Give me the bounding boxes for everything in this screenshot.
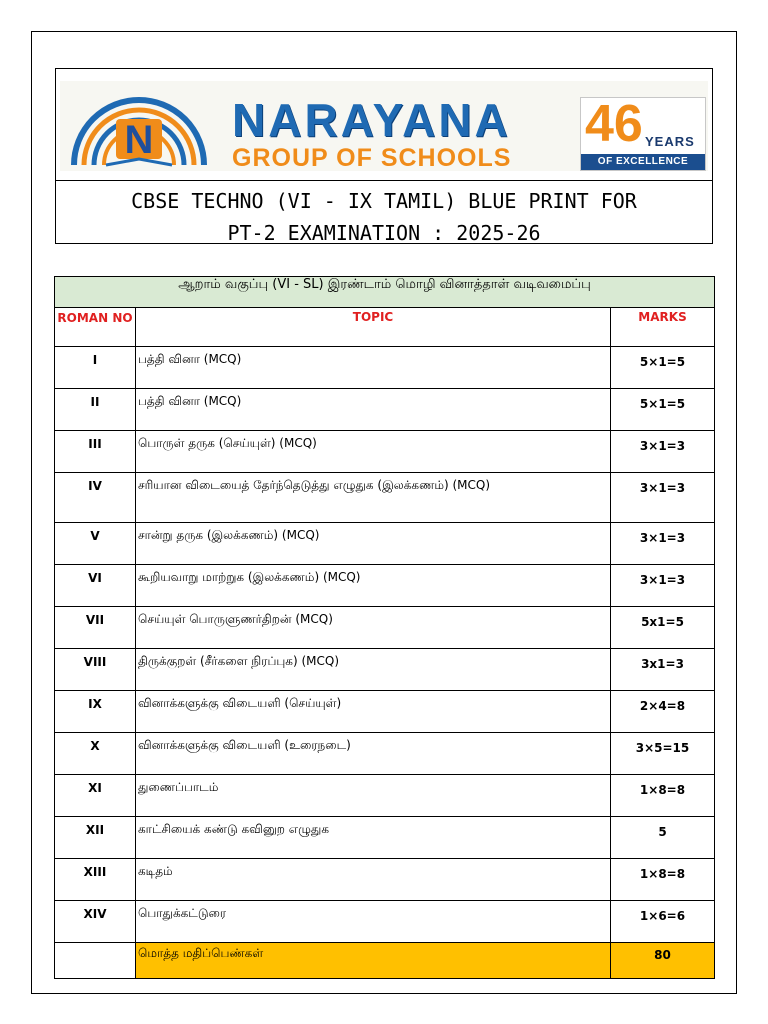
roman-cell: XIV xyxy=(55,901,136,943)
topic-cell: செய்யுள் பொருளுணர்திறன் (MCQ) xyxy=(136,607,611,649)
topic-cell: பத்தி வினா (MCQ) xyxy=(136,347,611,389)
topic-cell: காட்சியைக் கண்டு கவினுற எழுதுக xyxy=(136,817,611,859)
total-label: மொத்த மதிப்பெண்கள் xyxy=(136,943,611,979)
logo-banner xyxy=(56,69,712,181)
roman-cell: IX xyxy=(55,691,136,733)
marks-cell: 3×5=15 xyxy=(611,733,715,775)
roman-cell: III xyxy=(55,431,136,473)
total-marks: 80 xyxy=(611,943,715,979)
roman-cell: VI xyxy=(55,565,136,607)
document-title xyxy=(56,181,712,243)
table-row xyxy=(55,649,715,691)
marks-cell: 5x1=5 xyxy=(611,607,715,649)
topic-cell: கூறியவாறு மாற்றுக (இலக்கணம்) (MCQ) xyxy=(136,565,611,607)
years-tagline: OF EXCELLENCE xyxy=(581,154,705,170)
marks-cell: 1×8=8 xyxy=(611,775,715,817)
roman-cell: XII xyxy=(55,817,136,859)
topic-cell: பத்தி வினா (MCQ) xyxy=(136,389,611,431)
roman-cell: II xyxy=(55,389,136,431)
table-row xyxy=(55,859,715,901)
column-header-marks: MARKS xyxy=(611,308,715,347)
table-row xyxy=(55,691,715,733)
title-line-2: PT-2 EXAMINATION : 2025-26 xyxy=(227,221,541,245)
table-row xyxy=(55,733,715,775)
marks-cell: 3×1=3 xyxy=(611,565,715,607)
roman-cell: VIII xyxy=(55,649,136,691)
roman-cell: XIII xyxy=(55,859,136,901)
table-row xyxy=(55,347,715,389)
blueprint-table xyxy=(54,276,715,979)
roman-cell: I xyxy=(55,347,136,389)
table-row xyxy=(55,389,715,431)
marks-cell: 5×1=5 xyxy=(611,347,715,389)
marks-cell: 1×8=8 xyxy=(611,859,715,901)
table-row xyxy=(55,607,715,649)
table-row xyxy=(55,775,715,817)
narayana-emblem-icon xyxy=(64,81,214,171)
table-row xyxy=(55,565,715,607)
total-empty-cell xyxy=(55,943,136,979)
table-heading: ஆறாம் வகுப்பு (VI - SL) இரண்டாம் மொழி வினாத்தாள் வடிவமைப்பு xyxy=(55,277,715,308)
table-row xyxy=(55,473,715,523)
topic-cell: துணைப்பாடம் xyxy=(136,775,611,817)
marks-cell: 3x1=3 xyxy=(611,649,715,691)
roman-cell: V xyxy=(55,523,136,565)
table-heading-row xyxy=(55,277,715,308)
marks-cell: 3×1=3 xyxy=(611,523,715,565)
brand-name: NARAYANA xyxy=(232,94,511,146)
table-row xyxy=(55,431,715,473)
topic-cell: கடிதம் xyxy=(136,859,611,901)
total-row xyxy=(55,943,715,979)
years-number: 46 xyxy=(585,95,643,153)
marks-cell: 5×1=5 xyxy=(611,389,715,431)
roman-cell: VII xyxy=(55,607,136,649)
topic-cell: வினாக்களுக்கு விடையளி (செய்யுள்) xyxy=(136,691,611,733)
marks-cell: 3×1=3 xyxy=(611,473,715,523)
topic-cell: வினாக்களுக்கு விடையளி (உரைநடை) xyxy=(136,733,611,775)
title-line-1: CBSE TECHNO (VI - IX TAMIL) BLUE PRINT FOR xyxy=(131,189,637,213)
topic-cell: சான்று தருக (இலக்கணம்) (MCQ) xyxy=(136,523,611,565)
svg-text:N: N xyxy=(124,118,154,162)
table-row xyxy=(55,817,715,859)
marks-cell: 2×4=8 xyxy=(611,691,715,733)
marks-cell: 3×1=3 xyxy=(611,431,715,473)
table-row xyxy=(55,523,715,565)
table-row xyxy=(55,901,715,943)
years-word: YEARS xyxy=(645,134,695,149)
years-badge xyxy=(580,97,706,171)
column-header-topic: TOPIC xyxy=(136,308,611,347)
logo-strip xyxy=(60,81,708,171)
topic-cell: திருக்குறள் (சீர்களை நிரப்புக) (MCQ) xyxy=(136,649,611,691)
header-box xyxy=(55,68,713,244)
topic-cell: பொருள் தருக (செய்யுள்) (MCQ) xyxy=(136,431,611,473)
marks-cell: 1×6=6 xyxy=(611,901,715,943)
column-header-row xyxy=(55,308,715,347)
topic-cell: சரியான விடையைத் தேர்ந்தெடுத்து எழுதுக (இலக்கணம்) (MCQ) xyxy=(136,473,611,523)
roman-cell: IV xyxy=(55,473,136,523)
column-header-roman: ROMAN NO xyxy=(55,308,136,347)
roman-cell: X xyxy=(55,733,136,775)
brand-subtitle: GROUP OF SCHOOLS xyxy=(232,144,512,172)
roman-cell: XI xyxy=(55,775,136,817)
marks-cell: 5 xyxy=(611,817,715,859)
topic-cell: பொதுக்கட்டுரை xyxy=(136,901,611,943)
